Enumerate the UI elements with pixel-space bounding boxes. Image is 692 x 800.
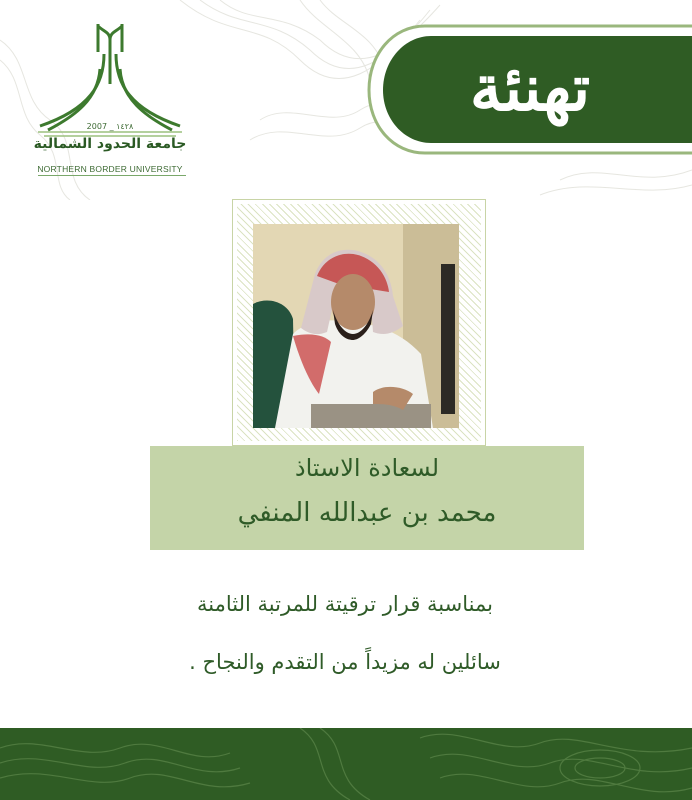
logo-name-english: NORTHERN BORDER UNIVERSITY — [37, 164, 183, 174]
footer-band — [0, 728, 692, 800]
logo-underline — [38, 175, 186, 176]
recipient-photo — [253, 224, 459, 428]
recipient-title: لسعادة الاستاذ — [294, 454, 440, 482]
recipient-name: محمد بن عبدالله المنفي — [237, 498, 497, 528]
recipient-panel — [150, 446, 584, 550]
message-line-1: بمناسبة قرار ترقيتة للمرتبة الثامنة — [197, 592, 493, 616]
logo-name-arabic: جامعة الحدود الشمالية — [33, 136, 187, 152]
banner-title: تهنئة — [469, 51, 591, 126]
logo-year: 2007 _ ١٤٢٨ — [86, 122, 134, 131]
photo-frame — [232, 199, 486, 446]
contour-pattern-bottom — [0, 728, 692, 800]
message-line-2: سائلين له مزيداً من التقدم والنجاح . — [189, 650, 501, 674]
university-logo — [30, 14, 190, 174]
